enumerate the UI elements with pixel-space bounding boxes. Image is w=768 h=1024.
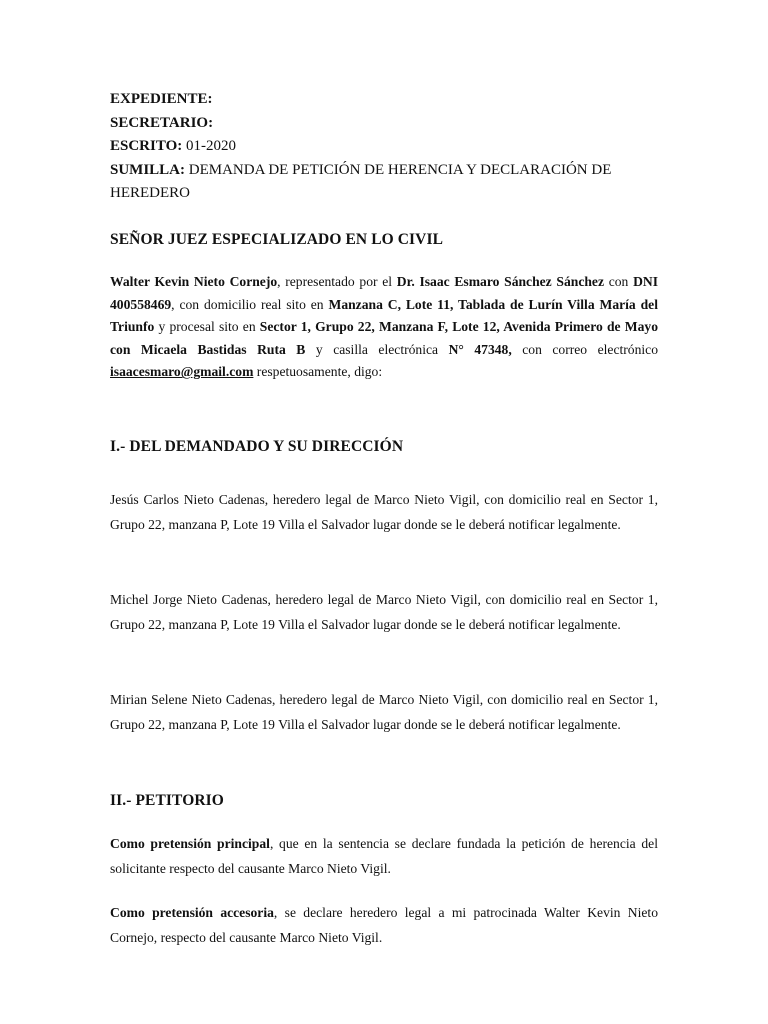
email-link[interactable]: isaacesmaro@gmail.com	[110, 364, 254, 380]
petitorio-principal: Como pretensión principal, que en la sentencia se declare fundada la petición de herencia del solicitante respecto del causante Marco Nieto Vigil.	[110, 836, 658, 876]
escrito-line: ESCRITO: 01-2020	[110, 138, 236, 154]
defendant-paragraph-2: Michel Jorge Nieto Cadenas, heredero legal de Marco Nieto Vigil, con domicilio real en Sector 1, Grupo 22, manzana P, Lote 19 Villa el Salvador lugar donde se le deberá notificar legalmente.	[110, 592, 658, 632]
secretario-line: SECRETARIO:	[110, 114, 214, 131]
intro-paragraph: Walter Kevin Nieto Cornejo, representado por el Dr. Isaac Esmaro Sánchez Sánchez con DNI 400558469, con domicilio real sito en Manzana C, Lote 11, Tablada de Lurín Villa María del Triunfo y procesal sito en Sector 1, Grupo 22, Manzana F, Lote 12, Avenida Primero de Mayo con Micaela Bastidas Ruta B y casilla electrónica N° 47348, con correo electrónico isaacesmaro@gmail.com respetuosamente, digo:	[110, 274, 659, 380]
section2-heading: II.- PETITORIO	[110, 792, 224, 809]
defendant-paragraph-1: Jesús Carlos Nieto Cadenas, heredero legal de Marco Nieto Vigil, con domicilio real en Sector 1, Grupo 22, manzana P, Lote 19 Villa el Salvador lugar donde se le deberá notificar legalmente.	[110, 492, 658, 532]
petitorio-accesoria: Como pretensión accesoria, se declare heredero legal a mi patrocinada Walter Kevin Nieto Cornejo, respecto del causante Marco Nieto Vigil.	[110, 905, 658, 945]
section1-heading: I.- DEL DEMANDADO Y SU DIRECCIÓN	[110, 438, 404, 455]
expediente-line: EXPEDIENTE:	[110, 91, 213, 107]
defendant-paragraph-3: Mirian Selene Nieto Cadenas, heredero legal de Marco Nieto Vigil, con domicilio real en Sector 1, Grupo 22, manzana P, Lote 19 Villa el Salvador lugar donde se le deberá notificar legalmente.	[110, 692, 658, 732]
addressee-heading: SEÑOR JUEZ ESPECIALIZADO EN LO CIVIL	[110, 231, 444, 248]
sumilla-line: SUMILLA: DEMANDA DE PETICIÓN DE HERENCIA Y DECLARACIÓN DE HEREDERO	[110, 161, 612, 201]
case-header	[110, 88, 670, 206]
